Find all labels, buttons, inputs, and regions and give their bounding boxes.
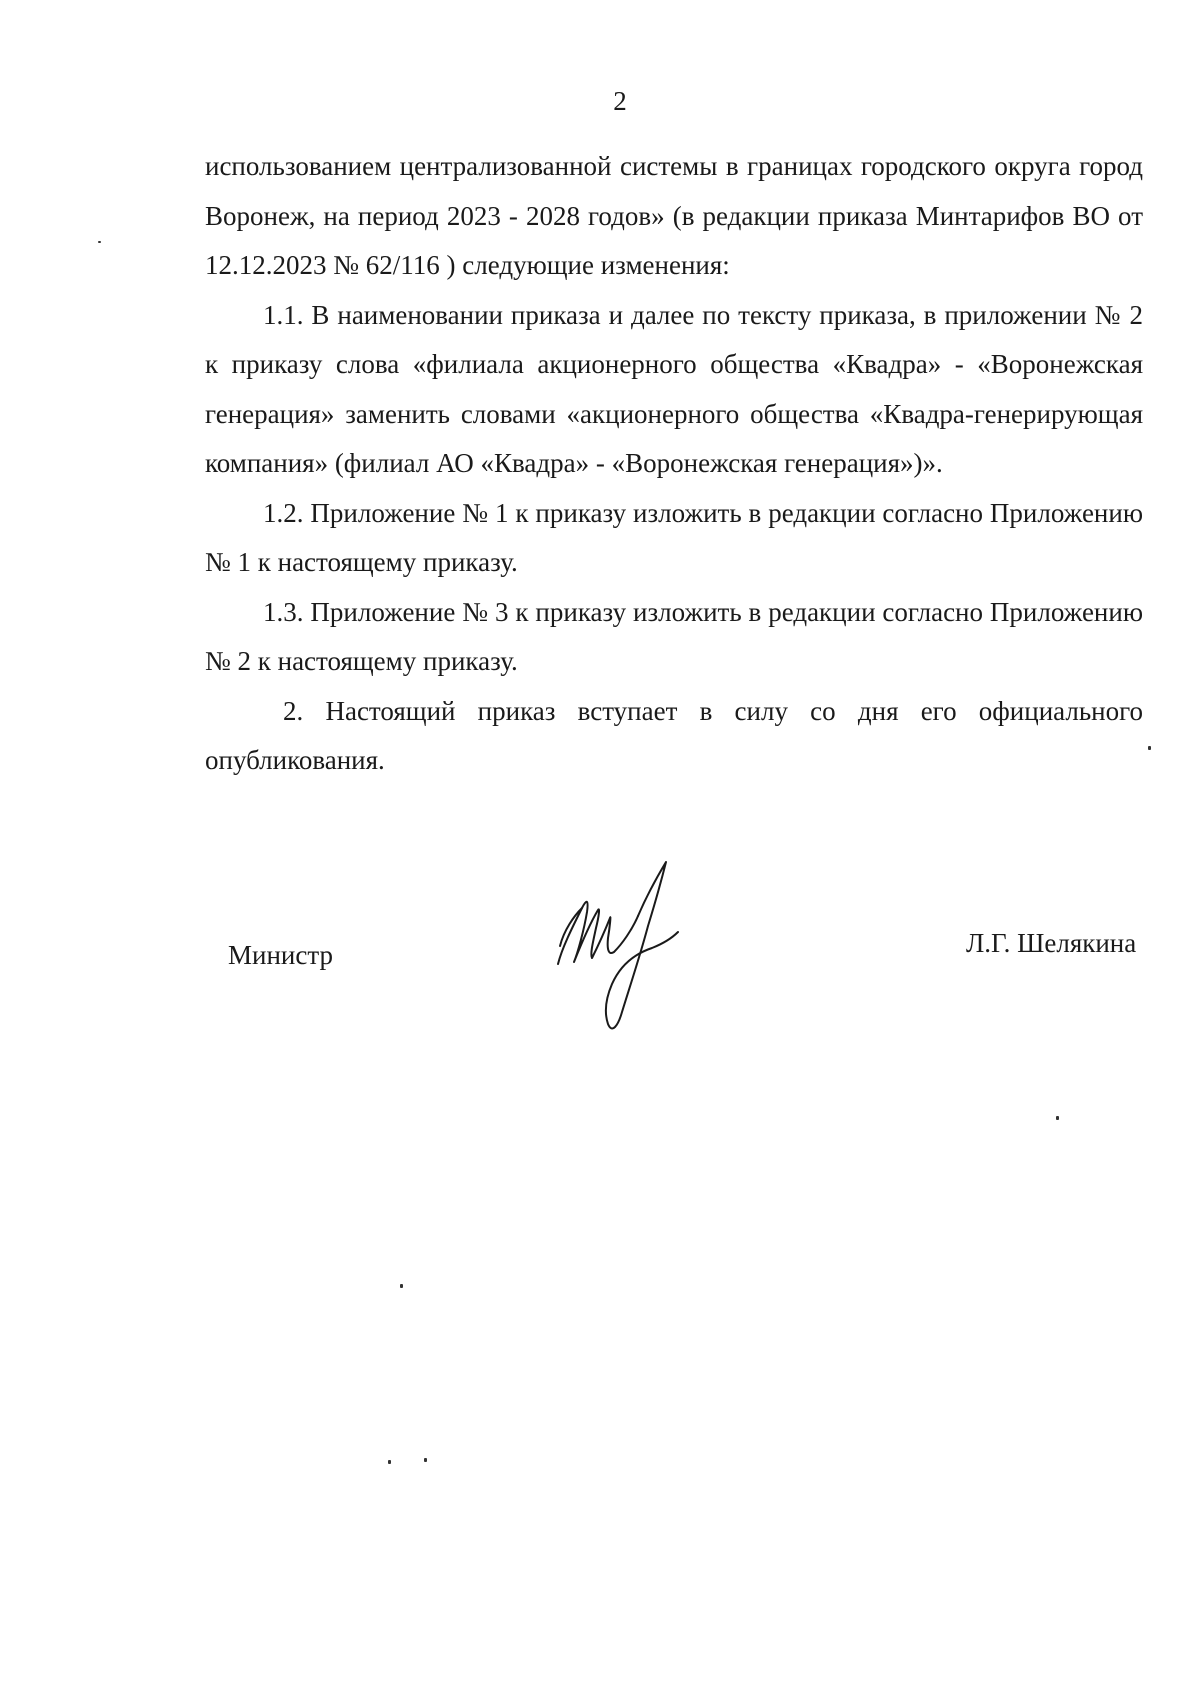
scan-speck	[388, 1460, 391, 1464]
scan-speck	[98, 241, 101, 243]
scan-speck	[1148, 746, 1151, 750]
handwritten-signature	[552, 856, 682, 1046]
position-title: Министр	[228, 940, 333, 970]
paragraph-item-1-2: 1.2. Приложение № 1 к приказу изложить в редакции согласно Приложению № 1 к настоящему приказу.	[205, 497, 1143, 577]
paragraph-item-2: 2. Настоящий приказ вступает в силу со дня его официального опубликования.	[205, 695, 1143, 775]
paragraph-continuation: использованием централизованной системы в границах городского округа город Воронеж, на период 2023 - 2028 годов» (в редакции приказа Минтарифов ВО от 12.12.2023 № 62/116 ) следующие изменения:	[205, 151, 1143, 280]
scan-speck	[1056, 1116, 1059, 1120]
paragraph-item-1-3: 1.3. Приложение № 3 к приказу изложить в редакции согласно Приложению № 2 к настоящему приказу.	[205, 596, 1143, 676]
scan-speck	[400, 1284, 403, 1288]
signer-name: Л.Г. Шелякина	[966, 928, 1137, 958]
page-number: 2	[613, 86, 627, 116]
scan-speck	[424, 1458, 427, 1462]
paragraph-item-1-1: 1.1. В наименовании приказа и далее по тексту приказа, в приложении № 2 к приказу слова «филиала акционерного общества «Квадра» - «Воронежская генерация» заменить словами «акционерного общества «Квадра-генерирующая компания» (филиал АО «Квадра» - «Воронежская генерация»)».	[205, 299, 1143, 478]
document-body	[205, 142, 1143, 786]
